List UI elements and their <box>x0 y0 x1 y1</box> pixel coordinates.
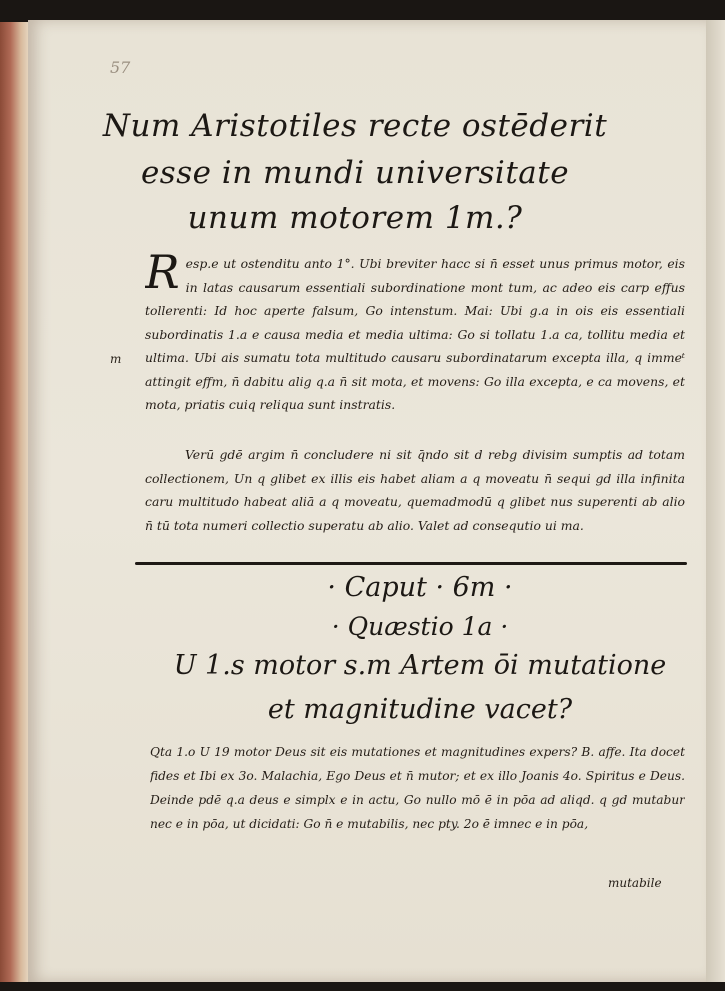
title-line-1: Num Aristotiles recte ostēderit <box>102 108 608 144</box>
folio-number: 57 <box>110 58 131 77</box>
quaestio-heading: · Quæstio 1a · <box>331 612 509 641</box>
paragraph-3: Qta 1.o U 19 motor Deus sit eis mutationes et magnitudines expers? B. affe. Ita docet fides et Ibi ex 3o. Malachia, Ego Deus et n̄ mutor; et ex illo Joanis 4o. Spiritus e Deus. Deinde pdē q.a deus e simplx e in actu, Go nullo mō ē in pōa ad aliqd. q gd mutabur nec e in pōa, ut dicidati: Go n̄ e mutabilis, nec pty. 2o ē imnec e in pōa, <box>150 745 685 831</box>
caput-heading: · Caput · 6m · <box>327 572 513 603</box>
question-title-line-2: et magnitudine vacet? <box>267 694 573 725</box>
title-line-3: unum motorem 1m.? <box>187 200 523 236</box>
margin-note: m <box>110 352 122 366</box>
catchword: mutabile <box>608 876 662 890</box>
paragraph-1-text: esp.e ut ostenditu anto 1°. Ubi breviter hacc si n̄ esset unus primus motor, eis in latas causarum essentiali subordinatione mont tum, ac adeo eis carp effus tollerenti: Id hoc aperte falsum, Go intenstum. Mai: Ubi g.a in ois eis essentiali subordinatis 1.a e causa media et media ultima: Go si tollatu 1.a ca, tollitu media et ultima. Ubi ais sumatu tota multitudo causaru subordinatarum excepta illa, q immeᵗ attingit effm, n̄ dabitu alig q.a n̄ sit mota, et movens: Go illa excepta, e ca movens, et mota, priatis cuiq reliqua sunt instratis. <box>145 256 685 412</box>
title-line-2: esse in mundi universitate <box>140 155 570 191</box>
question-title-line-1: U 1.s motor s.m Artem ōi mutatione <box>173 650 667 681</box>
drop-cap: R <box>145 252 180 299</box>
section-divider-rule <box>135 562 687 565</box>
page-fore-edge <box>706 20 725 982</box>
book-binding-edge <box>0 22 30 982</box>
paragraph-2: Verū gdē argim n̄ concludere ni sit q̄ndo sit d rebg divisim sumptis ad totam collectionem, Un q glibet ex illis eis habet aliam a q moveatu n̄ sequi gd illa infinita caru multitudo habeat aliā a q moveatu, quemadmodū q glibet nus superenti ab alio n̄ tū tota numeri collectio superatu ab alio. Valet ad consequtio ui ma. <box>145 447 685 533</box>
paragraph-1 <box>145 252 685 442</box>
